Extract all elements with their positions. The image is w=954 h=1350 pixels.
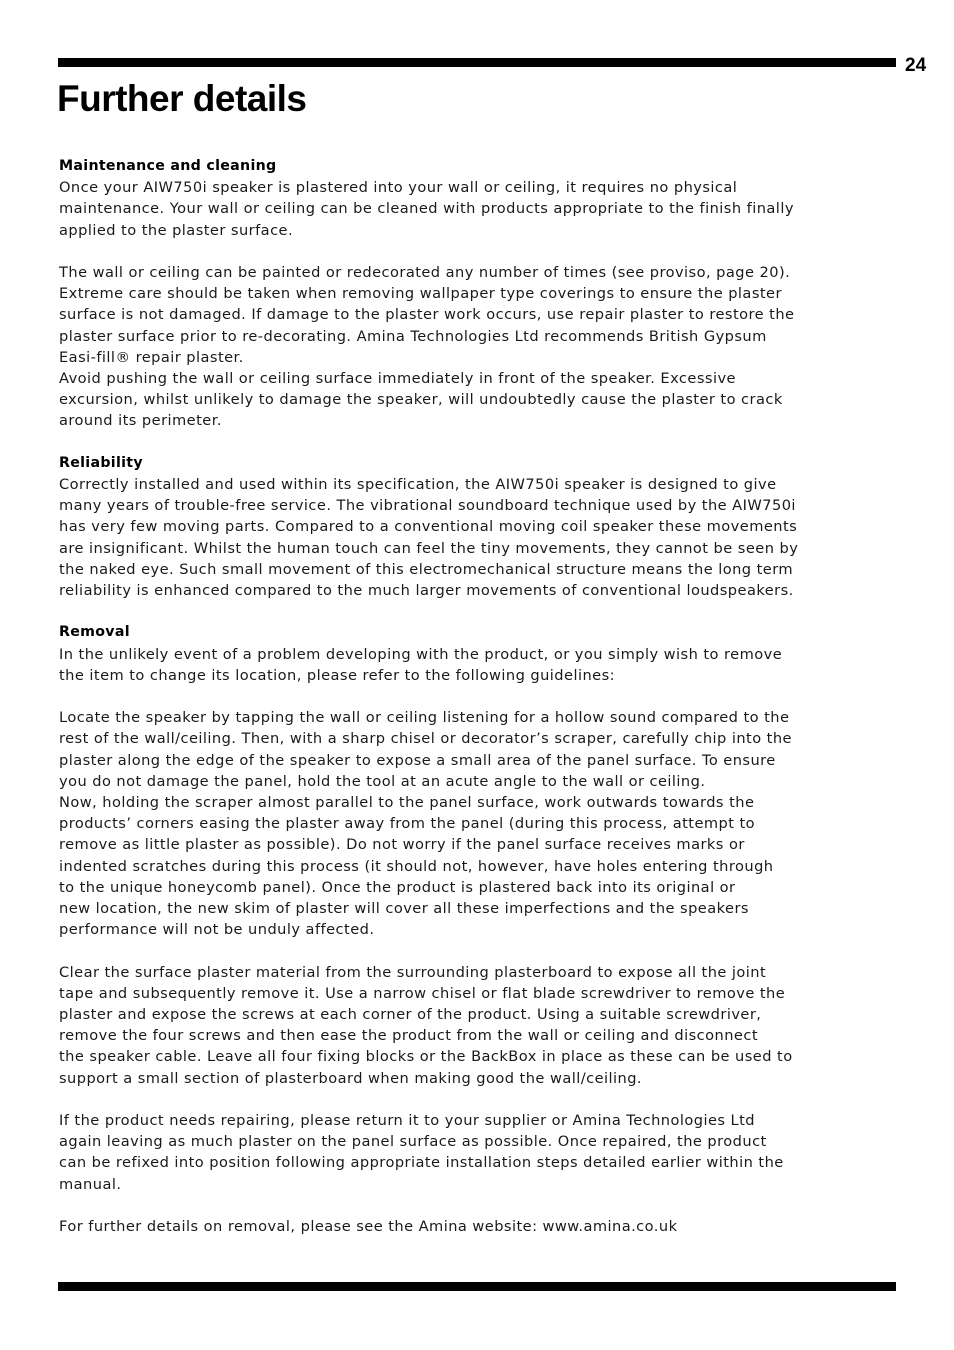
document-body <box>59 156 899 1237</box>
text-line: reliability is enhanced compared to the much larger movements of conventional loudspeakers. <box>59 582 794 600</box>
text-line: Once your AIW750i speaker is plastered into your wall or ceiling, it requires no physical <box>59 179 738 197</box>
text-line: In the unlikely event of a problem developing with the product, or you simply wish to remove <box>59 645 783 663</box>
text-line: the speaker cable. Leave all four fixing blocks or the BackBox in place as these can be used to <box>59 1048 793 1066</box>
text-line: applied to the plaster surface. <box>59 221 294 239</box>
section-heading-reliability: Reliability <box>59 454 143 471</box>
text-line: has very few moving parts. Compared to a conventional moving coil speaker these movements <box>59 518 798 536</box>
top-rule <box>58 58 896 67</box>
section-heading-maintenance: Maintenance and cleaning <box>59 158 277 174</box>
text-line: Locate the speaker by tapping the wall or ceiling listening for a hollow sound compared to the <box>59 709 790 727</box>
text-line: tape and subsequently remove it. Use a narrow chisel or flat blade screwdriver to remove the <box>59 984 786 1002</box>
text-line: remove as little plaster as possible). Do not worry if the panel surface receives marks or <box>59 836 745 854</box>
paragraph <box>59 644 899 686</box>
text-line: rest of the wall/ceiling. Then, with a sharp chisel or decorator’s scraper, carefully chip into the <box>59 730 792 748</box>
text-line: Extreme care should be taken when removing wallpaper type coverings to ensure the plaster <box>59 285 782 303</box>
text-line: products’ corners easing the plaster away from the panel (during this process, attempt to <box>59 815 756 833</box>
text-line: Correctly installed and used within its specification, the AIW750i speaker is designed to give <box>59 476 777 494</box>
text-line: Easi-fill® repair plaster. <box>59 348 244 366</box>
text-line: the item to change its location, please refer to the following guidelines: <box>59 666 616 684</box>
text-line: again leaving as much plaster on the panel surface as possible. Once repaired, the product <box>59 1133 767 1151</box>
paragraph <box>59 707 899 792</box>
text-line: Now, holding the scraper almost parallel to the panel surface, work outwards towards the <box>59 794 755 812</box>
text-line: you do not damage the panel, hold the tool at an acute angle to the wall or ceiling. <box>59 772 706 790</box>
paragraph <box>59 368 899 432</box>
text-line: many years of trouble-free service. The vibrational soundboard technique used by the AIW750i <box>59 497 796 515</box>
paragraph <box>59 262 899 368</box>
text-line: support a small section of plasterboard when making good the wall/ceiling. <box>59 1069 643 1087</box>
text-line: indented scratches during this process (it should not, however, have holes entering through <box>59 857 774 875</box>
paragraph <box>59 1216 899 1237</box>
page-number: 24 <box>905 55 927 76</box>
text-line: maintenance. Your wall or ceiling can be cleaned with products appropriate to the finish finally <box>59 200 794 218</box>
text-line: can be refixed into position following appropriate installation steps detailed earlier within the <box>59 1154 784 1172</box>
paragraph <box>59 962 899 1089</box>
page-title: Further details <box>57 78 307 119</box>
paragraph <box>59 474 899 601</box>
text-line: are insignificant. Whilst the human touch can feel the tiny movements, they cannot be seen by <box>59 539 799 557</box>
bottom-rule <box>58 1282 896 1291</box>
text-line: For further details on removal, please see the Amina website: www.amina.co.uk <box>59 1218 678 1236</box>
text-line: excursion, whilst unlikely to damage the speaker, will undoubtedly cause the plaster to crack <box>59 391 783 409</box>
text-line: Clear the surface plaster material from the surrounding plasterboard to expose all the joint <box>59 963 767 981</box>
text-line: new location, the new skim of plaster will cover all these imperfections and the speakers <box>59 900 749 918</box>
text-line: plaster along the edge of the speaker to expose a small area of the panel surface. To ensure <box>59 751 776 769</box>
text-line: plaster and expose the screws at each corner of the product. Using a suitable screwdriver, <box>59 1006 762 1024</box>
text-line: The wall or ceiling can be painted or redecorated any number of times (see proviso, page 20). <box>59 264 791 281</box>
text-line: the naked eye. Such small movement of this electromechanical structure means the long term <box>59 560 794 578</box>
text-line: Avoid pushing the wall or ceiling surface immediately in front of the speaker. Excessive <box>59 370 736 388</box>
text-line: remove the four screws and then ease the product from the wall or ceiling and disconnect <box>59 1027 758 1045</box>
text-line: plaster surface prior to re-decorating. Amina Technologies Ltd recommends British Gypsum <box>59 327 767 345</box>
text-line: manual. <box>59 1175 122 1193</box>
text-line: to the unique honeycomb panel). Once the product is plastered back into its original or <box>59 878 736 896</box>
text-line: surface is not damaged. If damage to the plaster work occurs, use repair plaster to restore the <box>59 306 795 324</box>
section-heading-removal: Removal <box>59 624 130 641</box>
paragraph <box>59 177 899 241</box>
text-line: If the product needs repairing, please return it to your supplier or Amina Technologies Ltd <box>59 1112 756 1130</box>
text-line: around its perimeter. <box>59 412 222 430</box>
paragraph <box>59 792 899 940</box>
text-line: performance will not be unduly affected. <box>59 921 375 939</box>
paragraph <box>59 1110 899 1195</box>
